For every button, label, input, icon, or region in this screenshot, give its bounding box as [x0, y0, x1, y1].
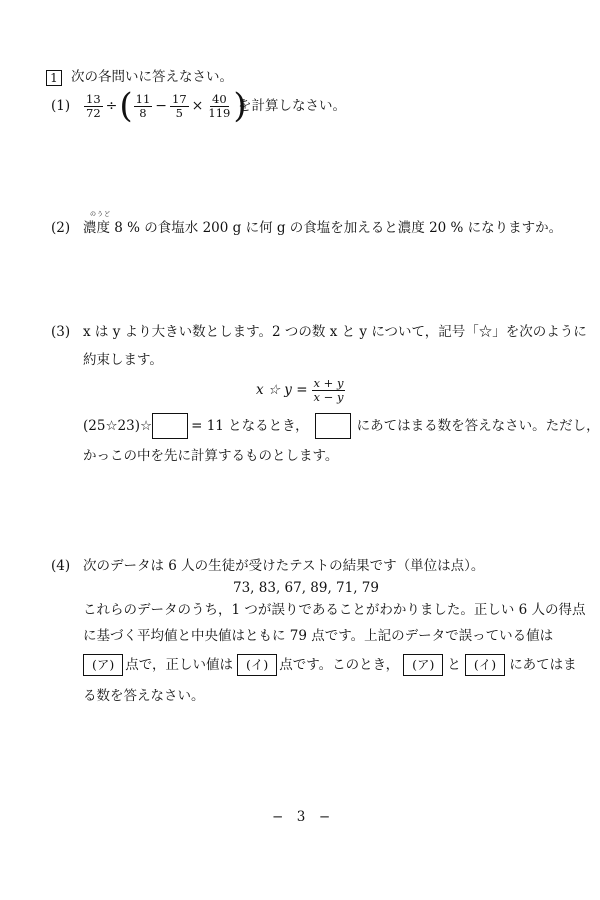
q1-fraction-1: $\frac{13}{72}$ — [86, 91, 101, 120]
q1-divide-sign: ÷ — [105, 98, 118, 114]
q1-fraction-3: $\frac{17}{5}$ — [172, 91, 187, 120]
q3-formula-lhs: x ☆ y = — [256, 382, 308, 398]
q1-expression — [83, 86, 247, 126]
section-number: 1 — [50, 71, 58, 85]
q4-data-values: 73, 83, 67, 89, 71, 79 — [233, 580, 379, 596]
section-instruction: 次の各問いに答えなさい。 — [71, 69, 233, 85]
q4-mid-2: 点です。このとき， — [279, 657, 400, 673]
q4-line-3: に基づく平均値と中央値はともに 79 点です。上記のデータで誤っている値は — [83, 628, 554, 644]
q1-minus-sign: − — [155, 98, 168, 114]
q4-and: と — [447, 657, 461, 673]
q3-number: (3) — [51, 324, 71, 340]
q3-formula-fraction: $\frac{x + y}{x - y}$ — [313, 375, 344, 404]
q3-eq-tail: にあてはまる数を答えなさい。ただし， — [356, 418, 600, 434]
q3-equation — [83, 412, 600, 440]
q4-line-2: これらのデータのうち，1 つが誤りであることがわかりました。正しい 6 人の得点 — [83, 602, 586, 618]
q1-instruction: を計算しなさい。 — [238, 98, 346, 114]
q2-number: (2) — [51, 220, 71, 236]
q4-tail: にあてはま — [509, 657, 577, 673]
q3-line-1: x は y より大きい数とします。2 つの数 x と y について，記号「☆」を次のように — [83, 324, 587, 340]
q4-line-5: る数を答えなさい。 — [83, 688, 205, 704]
q1-number: (1) — [51, 98, 71, 114]
q1-left-paren: ( — [119, 86, 133, 126]
q3-answer-box-2 — [315, 413, 351, 439]
q3-answer-box-1 — [152, 413, 188, 439]
q4-line-4 — [83, 652, 577, 678]
q2-ruby: のうど — [90, 211, 112, 218]
q1-right-paren: ) — [233, 86, 247, 126]
q3-eq-prefix: (25☆23)☆ — [83, 418, 153, 434]
q4-number: (4) — [51, 558, 71, 574]
page-number: − 3 − — [272, 809, 331, 825]
q2-text: 濃度 8 % の食塩水 200 g に何 g の食塩を加えると濃度 20 % になりますか。 — [83, 220, 563, 236]
q1-fraction-4: $\frac{40}{119}$ — [208, 91, 231, 120]
q3-eq-mid: = 11 となるとき， — [191, 418, 309, 434]
q4-box-a-ref: (ア) — [403, 654, 443, 676]
q3-line-4: かっこの中を先に計算するものとします。 — [83, 448, 339, 464]
q3-formula — [256, 372, 346, 408]
q4-box-i-ref: (イ) — [465, 654, 505, 676]
q4-line-1: 次のデータは 6 人の生徒が受けたテストの結果です（単位は点）。 — [83, 558, 485, 574]
q1-fraction-2: $\frac{11}{8}$ — [135, 91, 151, 120]
q4-box-i: (イ) — [237, 654, 277, 676]
q1-times-sign: × — [191, 98, 204, 114]
q4-mid-1: 点で，正しい値は — [125, 657, 233, 673]
q4-box-a: (ア) — [83, 654, 123, 676]
section-number-box — [46, 70, 62, 86]
q3-line-2: 約束します。 — [83, 352, 163, 368]
